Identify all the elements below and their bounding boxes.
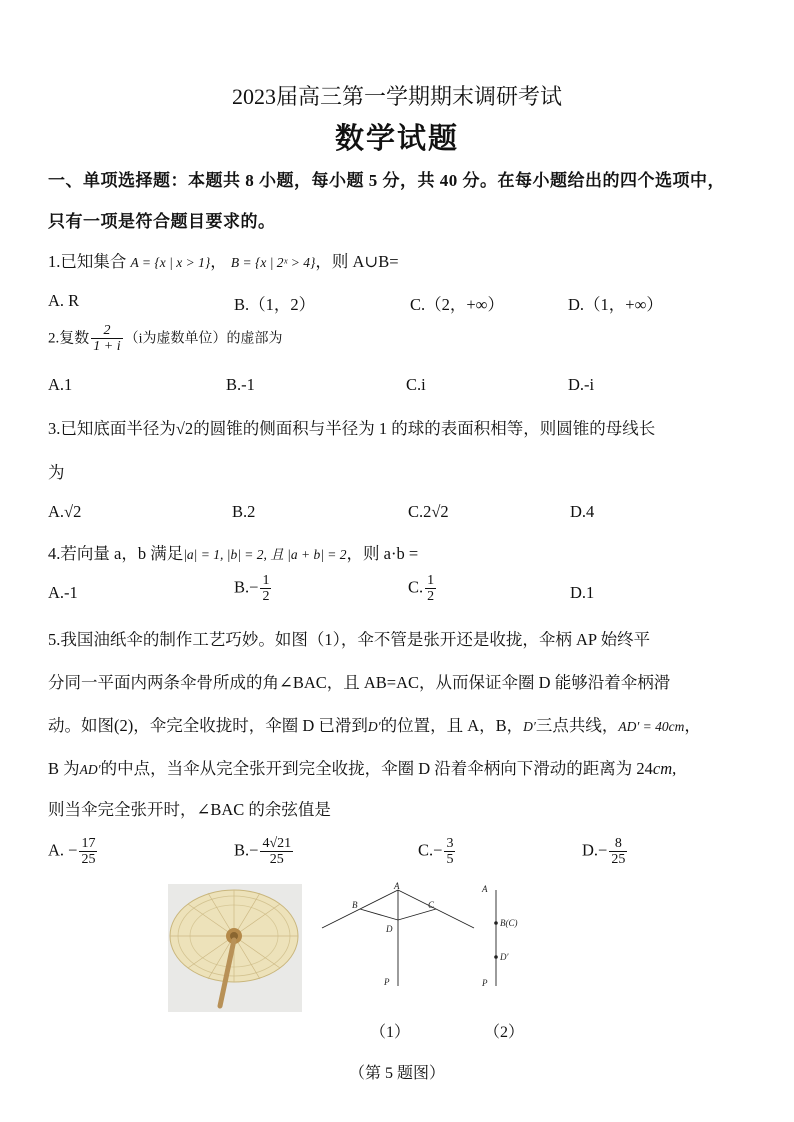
q1-option-a: A. R [48,291,80,310]
q2-frac-num: 2 [91,323,122,339]
q1-sep: ， [210,252,227,271]
figure-caption: （第 5 题图） [348,1065,445,1082]
figure-2-diagram [476,880,536,992]
q5-d-den: 25 [611,852,626,868]
section-heading-line2: 只有一项是符合题目要求的。 [48,212,276,231]
fig1-label-b: B [352,900,358,910]
q3-option-d: D.4 [570,502,595,521]
q1-set-b: B = {x | 2ˣ > 4} [230,255,316,270]
q5-b-num: 4√21 [262,836,292,851]
q5-line4-end: , [672,759,677,778]
q5-ad: AD′ [79,762,101,777]
question-3-line2: 为 [48,463,65,482]
q4-option-b [234,573,273,605]
fig1-label-d: D [386,924,393,934]
figure-1-diagram [318,880,480,992]
q4-option-c-frac [425,573,436,605]
fig2-label-bc: B(C) [500,918,518,928]
umbrella-photo [168,884,302,1012]
q4-option-b-prefix: B.− [234,577,259,597]
subject-title: 数学试题 [334,123,459,155]
q5-option-b [234,836,295,868]
q5-b-prefix: B.− [234,840,259,860]
q5-a-prefix: A. − [48,840,78,860]
q4-option-c [408,573,438,605]
q5-line4-b: 的中点，当伞从完全张开到完全收拢，伞圈 D 沿着伞柄向下滑动的距离为 24 [100,759,653,778]
question-5-line4 [48,755,676,779]
q2-tail: （i为虚数单位）的虚部为 [124,331,283,347]
q5-dprime: D′ [367,719,381,734]
figure-1-label: （1） [370,1024,411,1041]
q5-d-prefix: D.− [582,840,608,860]
q5-c-den: 5 [446,852,454,868]
q5-dprime-2: D′ [523,719,536,734]
q4-option-c-prefix: C. [408,577,424,597]
q4-option-b-frac [260,573,271,605]
q2-fraction [91,323,122,355]
q5-d-frac [609,836,627,868]
question-5-line2: 分同一平面内两条伞骨所成的角∠BAC，且 AB=AC，从而保证伞圈 D 能够沿着伞柄滑 [48,673,671,692]
q5-line4-a: B 为 [48,759,80,778]
q3-line1-a: 3.已知底面半径为 [48,419,176,438]
q3-sqrt2: √2 [175,419,194,438]
q4-option-d: D.1 [570,583,595,602]
q5-line3-a: 动。如图(2)，伞完全收拢时，伞圈 D 已滑到 [48,716,368,735]
q2-frac-den: 1 + i [93,339,121,355]
q5-option-d [582,836,629,868]
q1-tail: ，则 A∪B= [315,252,399,271]
fig1-label-p: P [384,977,390,987]
q1-option-c: C.（2，+∞） [410,295,504,314]
q4-c-den: 2 [427,589,435,605]
q5-a-frac [79,836,97,868]
q4-b-num: 1 [262,573,270,588]
q3-option-c: C.2√2 [408,502,449,521]
figure-2-label: （2） [484,1024,525,1041]
q5-c-num: 3 [446,836,454,851]
section-heading-line1: 一、单项选择题：本题共 8 小题，每小题 5 分，共 40 分。在每小题给出的四个选项中， [48,171,725,190]
q5-a-num: 17 [81,836,96,851]
q5-ad-eq: AD′ = 40cm [618,719,685,734]
q1-option-d: D.（1，+∞） [568,295,663,314]
fig2-label-a: A [482,884,488,894]
q3-line1-b: 的圆锥的侧面积与半径为 1 的球的表面积相等，则圆锥的母线长 [193,419,656,438]
question-2 [48,323,283,355]
q1-set-a: A = {x | x > 1} [130,255,211,270]
q4-tail: ，则 a·b = [346,544,419,563]
q5-line3-end: ， [684,716,701,735]
fig2-label-dprime: D′ [500,952,509,962]
fig1-label-a: A [394,881,400,891]
q4-lead: 4.若向量 a，b 满足 [48,544,184,563]
q5-b-den: 25 [269,852,284,868]
q5-a-den: 25 [81,852,96,868]
question-1 [48,248,399,272]
q2-option-a: A.1 [48,375,73,394]
q3-option-a: A.√2 [48,502,82,521]
q5-d-num: 8 [609,836,627,852]
q5-line3-b: 的位置，且 A，B， [380,716,524,735]
q5-unit: cm [652,759,673,778]
q5-line3-c: 三点共线， [535,716,619,735]
q5-b-frac [260,836,293,868]
q5-option-a [48,836,99,868]
q4-option-a: A.-1 [48,583,78,602]
question-5-line5: 则当伞完全张开时，∠BAC 的余弦值是 [48,800,331,819]
q3-option-b: B.2 [232,502,256,521]
question-5-line3 [48,712,701,736]
q4-c-num: 1 [427,573,435,588]
q2-option-b: B.-1 [226,375,255,394]
q1-lead: 1.已知集合 [48,252,127,271]
exam-title: 2023届高三第一学期期末调研考试 [231,84,562,109]
question-4 [48,540,418,564]
fig1-label-c: C [428,900,435,910]
q5-c-frac [444,836,455,868]
question-3-line1 [48,415,655,439]
q1-option-b: B.（1，2） [234,295,316,314]
q4-b-den: 2 [262,589,270,605]
q5-option-c [418,836,457,868]
q5-c-prefix: C.− [418,840,443,860]
fig2-label-p: P [482,978,488,988]
q2-lead: 2.复数 [48,330,90,347]
question-5-line1: 5.我国油纸伞的制作工艺巧妙。如图（1），伞不管是张开还是收拢，伞柄 AP 始终平 [48,630,651,649]
q4-condition: |a| = 1, |b| = 2, 且 |a + b| = 2 [183,547,347,562]
q2-option-c: C.i [406,375,426,394]
q2-option-d: D.-i [568,375,595,394]
